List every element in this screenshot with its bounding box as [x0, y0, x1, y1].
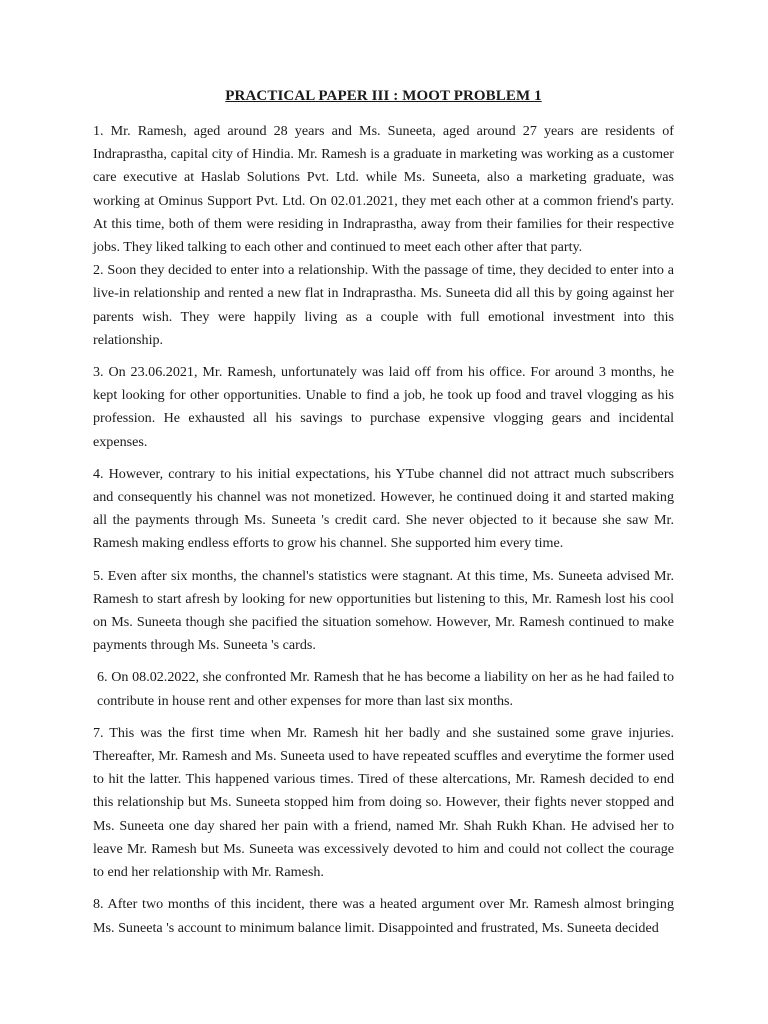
paragraph-3: 3. On 23.06.2021, Mr. Ramesh, unfortunately was laid off from his office. For around 3 months, he kept looking for other opportunities. Unable to find a job, he took up food and travel vlogging as his profession. He exhausted all his savings to purchase expensive vlogging gears and incidental expenses.	[93, 364, 674, 450]
paragraph-6: 6. On 08.02.2022, she confronted Mr. Ramesh that he has become a liability on her as he had failed to contribute in house rent and other expenses for more than last six months.	[97, 669, 674, 709]
paragraph-7: 7. This was the first time when Mr. Ramesh hit her badly and she sustained some grave injuries. Thereafter, Mr. Ramesh and Ms. Suneeta used to have repeated scuffles and everytime the former used to hit the latter. This happened various times. Tired of these altercations, Mr. Ramesh decided to end this relationship but Ms. Suneeta stopped him from doing so. However, their fights never stopped and Ms. Suneeta one day shared her pain with a friend, named Mr. Shah Rukh Khan. He advised her to leave Mr. Ramesh but Ms. Suneeta was excessively devoted to him and could not collect the courage to end her relationship with Mr. Ramesh.	[93, 724, 674, 881]
paragraph-4: 4. However, contrary to his initial expectations, his YTube channel did not attract much subscribers and consequently his channel was not monetized. However, he continued doing it and started making all the payments through Ms. Suneeta 's credit card. She never objected to it because she saw Mr. Ramesh making endless efforts to grow his channel. She supported him every time.	[93, 465, 674, 552]
paragraph-2: 2. Soon they decided to enter into a relationship. With the passage of time, they decided to enter into a live-in relationship and rented a new flat in Indraprastha. Ms. Suneeta did all this by going against her parents wish. They were happily living as a couple with full emotional investment into this relationship.	[93, 262, 674, 348]
document-title: PRACTICAL PAPER III : MOOT PROBLEM 1	[225, 88, 542, 104]
paragraph-5: 5. Even after six months, the channel's statistics were stagnant. At this time, Ms. Suneeta advised Mr. Ramesh to start afresh by looking for new opportunities but listening to this, Mr. Ramesh lost his cool on Ms. Suneeta though she pacified the situation somehow. However, Mr. Ramesh continued to make payments through Ms. Suneeta 's cards.	[93, 567, 674, 654]
paragraph-1: 1. Mr. Ramesh, aged around 28 years and Ms. Suneeta, aged around 27 years are residents of Indraprastha, capital city of Hindia. Mr. Ramesh is a graduate in marketing was working as a customer care executive at Haslab Solutions Pvt. Ltd. while Ms. Suneeta, also a marketing graduate, was working at Ominus Support Pvt. Ltd. On 02.01.2021, they met each other at a common friend's party. At this time, both of them were residing in Indraprastha, away from their families for their respective jobs. They liked talking to each other and continued to meet each other after that party.	[93, 123, 674, 256]
document-body	[93, 86, 674, 940]
paragraph-8: 8. After two months of this incident, there was a heated argument over Mr. Ramesh almost bringing Ms. Suneeta 's account to minimum balance limit. Disappointed and frustrated, Ms. Suneeta decided	[93, 896, 674, 936]
